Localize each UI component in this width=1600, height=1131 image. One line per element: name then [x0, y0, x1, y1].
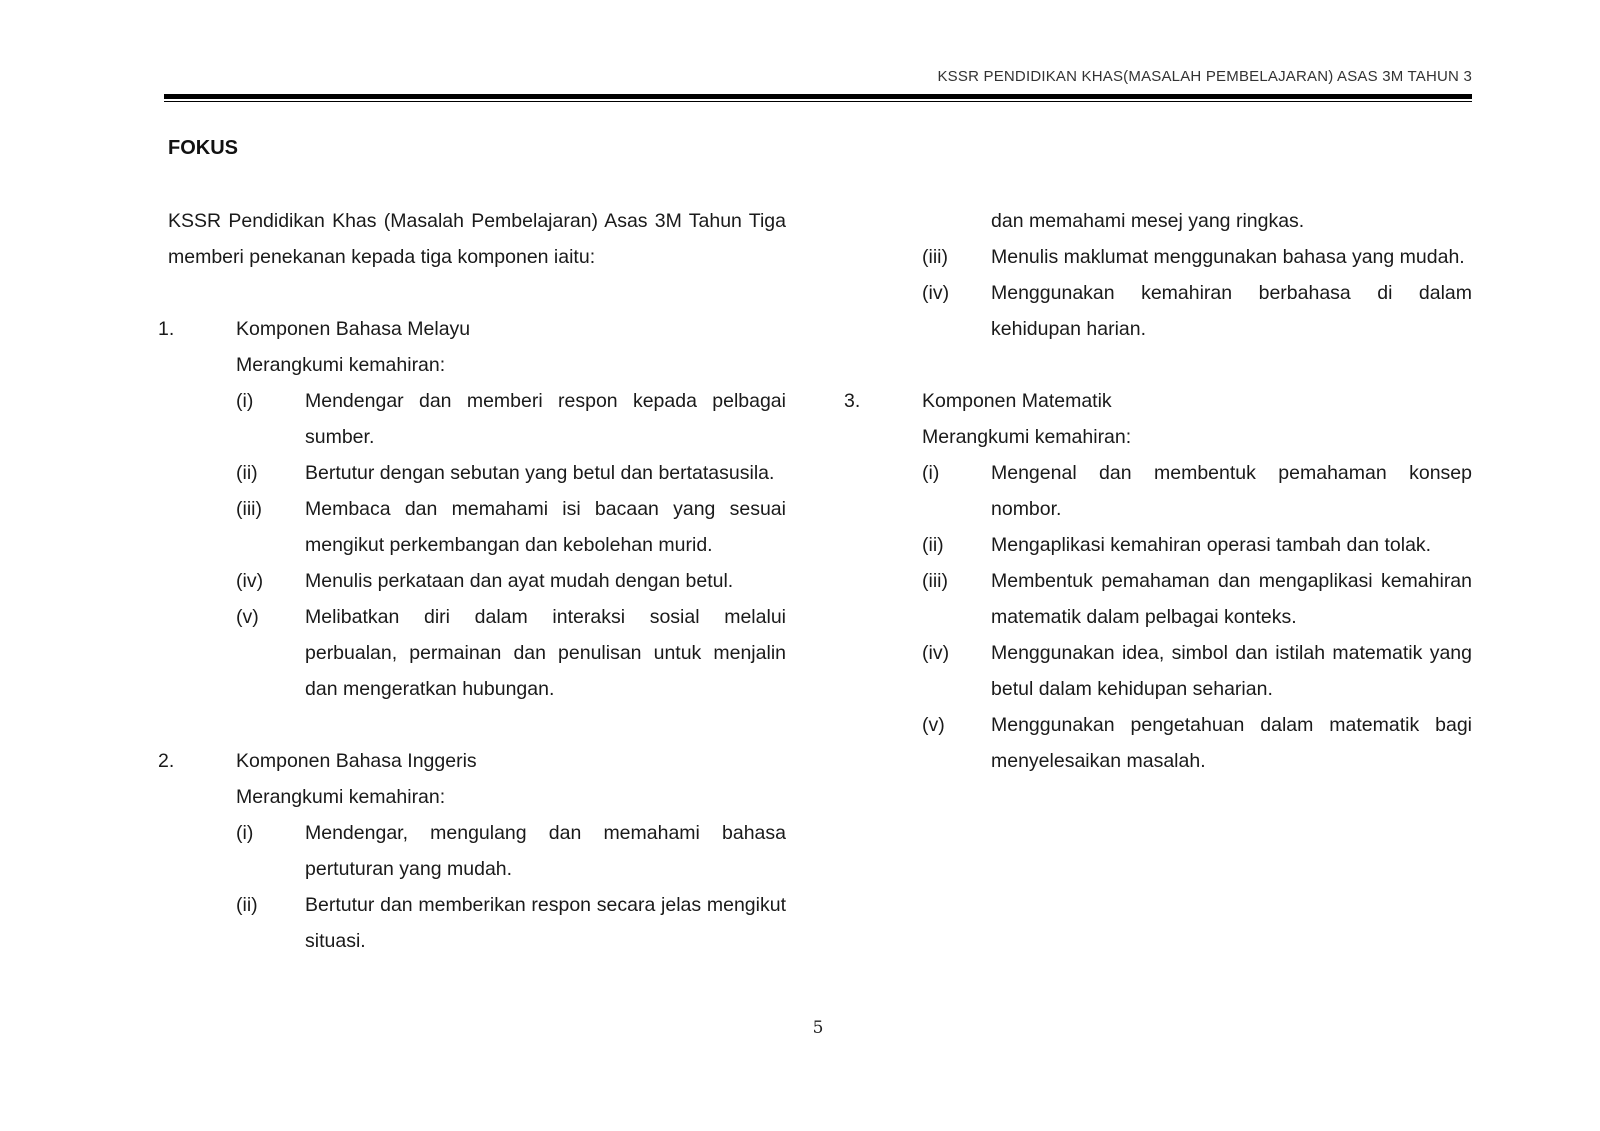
list-item-number: (iv) [922, 642, 950, 664]
section-subtitle: Merangkumi kemahiran: [236, 354, 446, 376]
list-item-text: Bertutur dengan sebutan yang betul dan bertatasusila. [305, 462, 775, 484]
list-item [844, 707, 1472, 779]
list-item-number: (iv) [236, 570, 264, 592]
section-number: 2. [158, 750, 175, 772]
list-item-number: (iii) [922, 246, 948, 268]
section-number: 3. [844, 390, 861, 412]
page-title: FOKUS [168, 137, 238, 159]
list-item-number: (ii) [236, 894, 258, 916]
list-item-text: Membentuk pemahaman dan mengaplikasi kemahiran matematik dalam pelbagai konteks. [991, 570, 1472, 628]
list-item [158, 383, 786, 455]
list-item [158, 455, 786, 491]
list-item-text: Menulis perkataan dan ayat mudah dengan betul. [305, 570, 734, 592]
list-item [158, 599, 786, 707]
section-heading [158, 311, 786, 347]
list-item [158, 491, 786, 563]
list-item-text: Mendengar, mengulang dan memahami bahasa pertuturan yang mudah. [305, 822, 786, 880]
right-column [844, 203, 1472, 779]
section-heading [844, 383, 1472, 419]
section-title: Komponen Bahasa Inggeris [236, 750, 477, 772]
list-item-text: Mendengar dan memberi respon kepada pelbagai sumber. [305, 390, 786, 448]
list-item-number: (v) [922, 714, 945, 736]
list-item [844, 635, 1472, 707]
list-item-text: Mengaplikasi kemahiran operasi tambah dan tolak. [991, 534, 1432, 556]
intro-paragraph: KSSR Pendidikan Khas (Masalah Pembelajaran) Asas 3M Tahun Tiga memberi penekanan kepada tiga komponen iaitu: [168, 210, 786, 268]
header-rule-thin [164, 101, 1472, 102]
list-item-text: Menulis maklumat menggunakan bahasa yang mudah. [991, 246, 1465, 268]
list-item-number: (ii) [236, 462, 258, 484]
list-item [158, 887, 786, 959]
section-subtitle: Merangkumi kemahiran: [922, 426, 1132, 448]
list-item-text: Melibatkan diri dalam interaksi sosial melalui perbualan, permainan dan penulisan untuk menjalin dan mengeratkan hubungan. [305, 606, 786, 700]
list-item [158, 563, 786, 599]
list-item-number: (i) [236, 390, 254, 412]
list-item-text: Menggunakan pengetahuan dalam matematik bagi menyelesaikan masalah. [991, 714, 1472, 772]
section-title: Komponen Bahasa Melayu [236, 318, 471, 340]
list-item-text: Menggunakan kemahiran berbahasa di dalam kehidupan harian. [991, 282, 1472, 340]
page-number: 5 [812, 1018, 824, 1038]
section-subtitle: Merangkumi kemahiran: [236, 786, 446, 808]
list-item-number: (v) [236, 606, 259, 628]
list-item-number: (i) [236, 822, 254, 844]
list-item-number: (iv) [922, 282, 950, 304]
list-item [844, 527, 1472, 563]
list-item-number: (ii) [922, 534, 944, 556]
list-item-number: (iii) [236, 498, 262, 520]
header-rule-thick [164, 94, 1472, 99]
list-item [844, 275, 1472, 347]
section-title: Komponen Matematik [922, 390, 1112, 412]
list-item [844, 455, 1472, 527]
list-item-text: Mengenal dan membentuk pemahaman konsep nombor. [991, 462, 1472, 520]
section-heading [158, 743, 786, 779]
list-item-text: Menggunakan idea, simbol dan istilah matematik yang betul dalam kehidupan seharian. [991, 642, 1472, 700]
running-header: KSSR PENDIDIKAN KHAS(MASALAH PEMBELAJARAN) ASAS 3M TAHUN 3 [937, 68, 1472, 85]
left-column [158, 203, 786, 959]
list-item-text: Bertutur dan memberikan respon secara jelas mengikut situasi. [305, 894, 786, 952]
list-item-number: (i) [922, 462, 940, 484]
list-item-number: (iii) [922, 570, 948, 592]
list-item [844, 239, 1472, 275]
list-item-text: Membaca dan memahami isi bacaan yang sesuai mengikut perkembangan dan kebolehan murid. [305, 498, 786, 556]
list-item [158, 815, 786, 887]
list-item [844, 563, 1472, 635]
section-number: 1. [158, 318, 175, 340]
list-item-continuation: dan memahami mesej yang ringkas. [991, 210, 1305, 232]
